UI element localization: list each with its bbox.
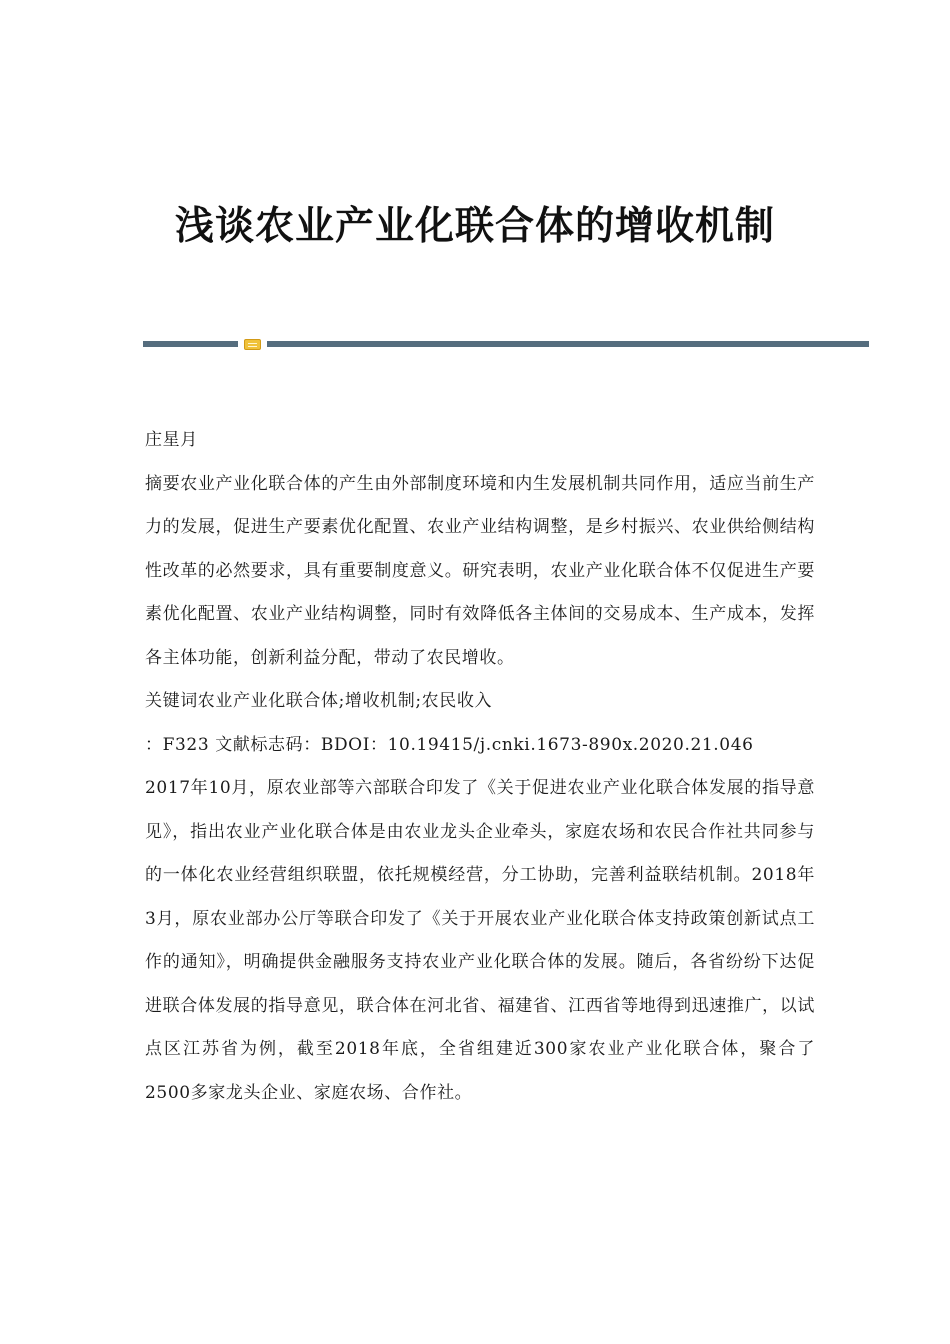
keywords: 关键词农业产业化联合体;增收机制;农民收入: [145, 691, 493, 711]
author: 庄星月: [145, 430, 198, 450]
divider-badge-icon: [244, 339, 261, 350]
divider-bar-right: [267, 341, 869, 347]
document-body: [145, 419, 815, 1115]
title-divider: [143, 339, 869, 348]
abstract: 摘要农业产业化联合体的产生由外部制度环境和内生发展机制共同作用，适应当前生产力的发展，促进生产要素优化配置、农业产业结构调整，是乡村振兴、农业供给侧结构性改革的必然要求，具有重要制度意义。研究表明，农业产业化联合体不仅促进生产要素优化配置、农业产业结构调整，同时有效降低各主体间的交易成本、生产成本，发挥各主体功能，创新利益分配，带动了农民增收。: [145, 473, 815, 668]
body-paragraph: 2017年10月，原农业部等六部联合印发了《关于促进农业产业化联合体发展的指导意见》，指出农业产业化联合体是由农业龙头企业牵头，家庭农场和农民合作社共同参与的一体化农业经营组织联盟，依托规模经营，分工协助，完善利益联结机制。2018年3月，原农业部办公厅等联合印发了《关于开展农业产业化联合体支持政策创新试点工作的通知》，明确提供金融服务支持农业产业化联合体的发展。随后，各省纷纷下达促进联合体发展的指导意见，联合体在河北省、福建省、江西省等地得到迅速推广，以试点区江苏省为例，截至2018年底，全省组建近300家农业产业化联合体，聚合了2500多家龙头企业、家庭农场、合作社。: [145, 778, 815, 1103]
divider-bar-left: [143, 341, 238, 347]
classification-code: ：F323 文献标志码：BDOI：10.19415/j.cnki.1673-890x.2020.21.046: [145, 734, 754, 755]
document-title: 浅谈农业产业化联合体的增收机制: [174, 204, 775, 249]
